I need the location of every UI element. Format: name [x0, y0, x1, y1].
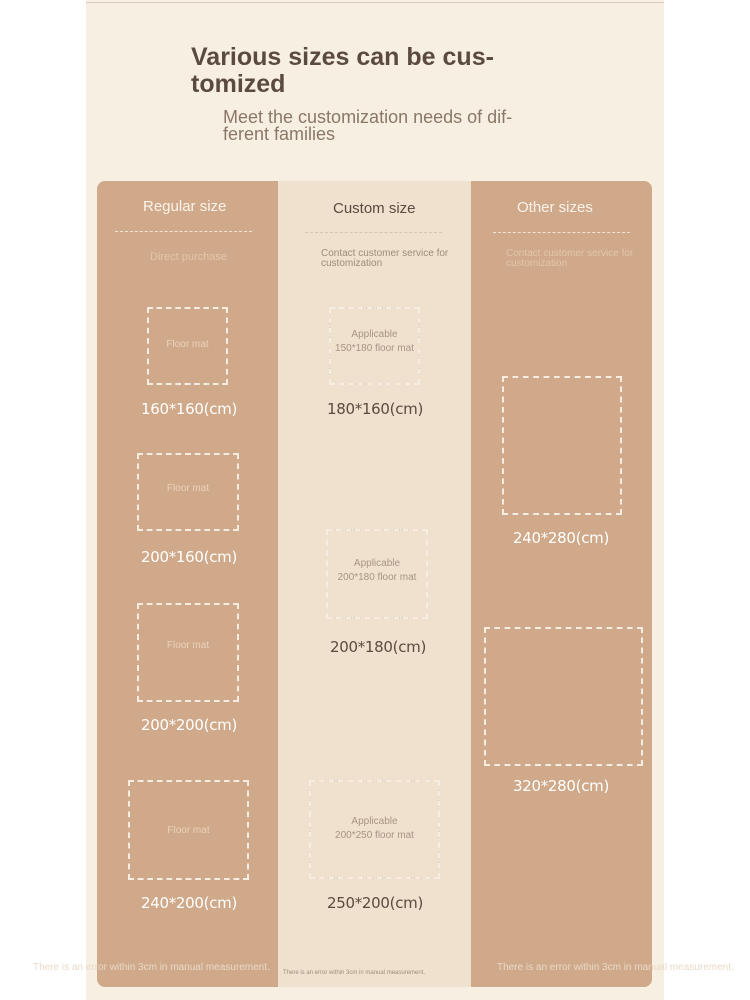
- size-label-240x200: 240*200(cm): [141, 894, 238, 912]
- page-subtitle-line-2: ferent families: [223, 124, 336, 144]
- floor-mat-160x160: [147, 307, 228, 385]
- floor-mat-180x160: [329, 307, 420, 385]
- floor-mat-label: Floor mat: [166, 339, 209, 350]
- custom-size-title: Custom size: [333, 200, 416, 217]
- floor-mat-240x200: [128, 780, 249, 880]
- page-subtitle: [223, 109, 553, 143]
- page-title-line-1: Various sizes can be cus-: [191, 43, 494, 71]
- page-title: [191, 44, 511, 98]
- custom-title-divider: [305, 232, 442, 233]
- applicable-size-text: 200*250 floor mat: [335, 830, 414, 841]
- size-label-200x180: 200*180(cm): [330, 638, 427, 656]
- floor-mat-320x280: [484, 627, 643, 766]
- floor-mat-label: Floor mat: [166, 640, 210, 651]
- applicable-text: Applicable: [351, 816, 398, 827]
- applicable-text: Applicable: [351, 329, 398, 340]
- size-label-160x160: 160*160(cm): [141, 400, 238, 418]
- regular-size-title: Regular size: [143, 198, 227, 215]
- regular-size-note: Direct purchase: [150, 251, 228, 263]
- top-divider: [86, 2, 664, 3]
- custom-size-note: [321, 249, 471, 269]
- custom-note-line-1: Contact customer service for: [321, 248, 449, 259]
- other-note-line-2: customization: [506, 258, 568, 269]
- size-label-180x160: 180*160(cm): [327, 400, 424, 418]
- custom-note-line-2: customization: [321, 258, 383, 269]
- floor-mat-200x180: [326, 529, 428, 619]
- floor-mat-label: Floor mat: [166, 483, 210, 494]
- size-label-250x200: 250*200(cm): [327, 894, 424, 912]
- page-title-line-2: tomized: [191, 70, 286, 98]
- size-label-240x280: 240*280(cm): [513, 529, 610, 547]
- floor-mat-200x160: [137, 453, 239, 531]
- size-label-320x280: 320*280(cm): [513, 777, 610, 795]
- size-label-200x200: 200*200(cm): [141, 716, 238, 734]
- custom-measurement-note: There is an error within 3cm in manual measurement.: [283, 970, 426, 976]
- applicable-size-text: 200*180 floor mat: [337, 572, 417, 583]
- applicable-text: Applicable: [353, 558, 401, 569]
- applicable-size-text: 150*180 floor mat: [335, 343, 414, 354]
- applicable-mat-label: [329, 328, 420, 356]
- other-sizes-column: [471, 181, 652, 987]
- other-sizes-title: Other sizes: [517, 199, 593, 216]
- other-sizes-note: [506, 249, 646, 269]
- floor-mat-200x200: [137, 603, 239, 702]
- other-title-divider: [493, 232, 630, 233]
- regular-title-divider: [115, 231, 252, 232]
- regular-measurement-note: There is an error within 3cm in manual measurement.: [33, 962, 270, 973]
- other-measurement-note: There is an error within 3cm in manual measurement.: [497, 962, 734, 973]
- applicable-mat-label: [309, 815, 440, 843]
- floor-mat-240x280: [502, 376, 622, 515]
- other-note-line-1: Contact customer service for: [506, 248, 634, 259]
- floor-mat-250x200: [309, 780, 440, 879]
- applicable-mat-label: [326, 557, 428, 585]
- size-label-200x160: 200*160(cm): [141, 548, 238, 566]
- page-subtitle-line-1: Meet the customization needs of dif-: [223, 107, 513, 127]
- floor-mat-label: Floor mat: [167, 825, 210, 836]
